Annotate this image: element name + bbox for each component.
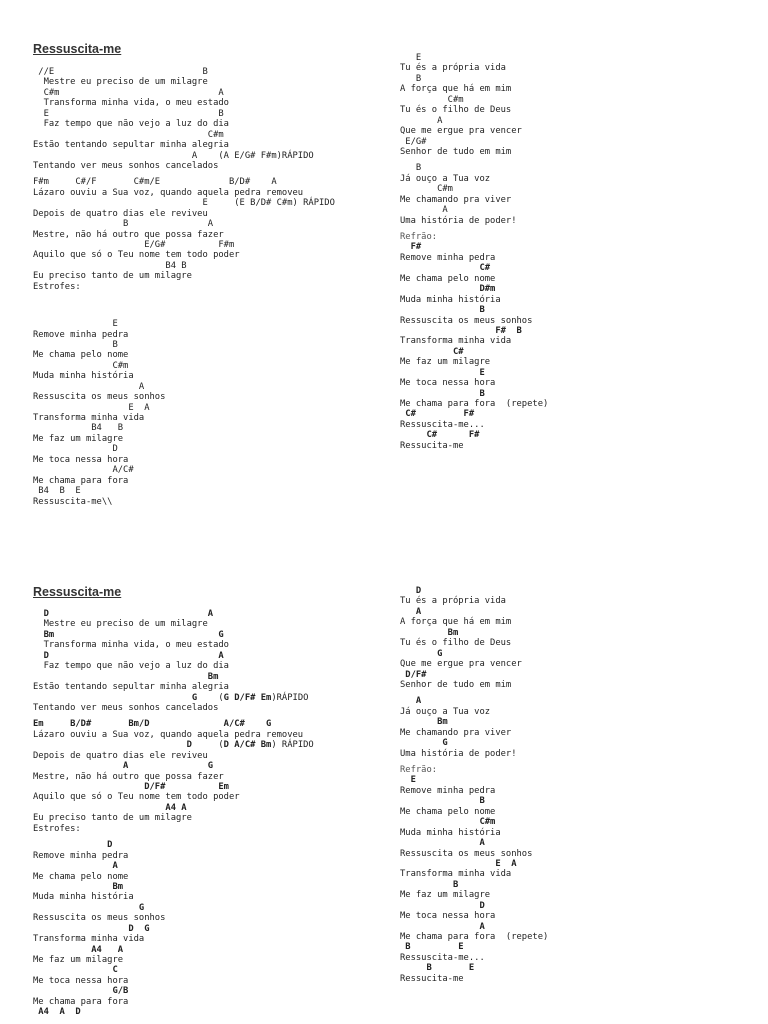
- sheet-2-right-column: [400, 586, 548, 984]
- lyric-line: Me faz um milagre: [400, 357, 491, 368]
- chord-line: C#: [400, 263, 491, 274]
- chord-line: Bm: [33, 881, 124, 892]
- lyric-line: Ressuscita os meus sonhos: [33, 392, 166, 403]
- chord-line: D: [400, 586, 422, 596]
- lyric-line: Ressuscita-me...: [400, 952, 485, 963]
- lyric-line: Me chama pelo nome: [33, 871, 129, 882]
- lyric-line: A força que há em mim: [400, 84, 512, 95]
- chord-line: B E: [400, 963, 475, 974]
- lyric-line: A força que há em mim: [400, 617, 512, 628]
- lyric-line: Uma história de poder!: [400, 748, 517, 759]
- chord-line: A: [400, 696, 422, 707]
- chord-line: E: [400, 775, 416, 786]
- lyric-line: C#m A: [33, 87, 224, 98]
- chord-line: F# B: [400, 325, 522, 336]
- chord-line: D A: [33, 650, 224, 661]
- lyric-line: Remove minha pedra: [33, 329, 129, 340]
- lyric-line: Transforma minha vida: [400, 869, 512, 880]
- lyric-line: B4 B: [33, 423, 124, 434]
- chord: D: [186, 740, 192, 751]
- lyric-line: Me toca nessa hora: [33, 454, 129, 465]
- chord-line: G/B: [33, 986, 129, 997]
- lyric-line: Me toca nessa hora: [400, 911, 496, 922]
- lyric-line: Ressuscita os meus sonhos: [400, 315, 533, 326]
- lyric-line: Me chama pelo nome: [400, 806, 496, 817]
- lyric-line: Lázaro ouviu a Sua voz, quando aquela pedra removeu: [33, 729, 304, 740]
- lyric-line: Transforma minha vida: [33, 934, 145, 945]
- lyric-line: Me toca nessa hora: [33, 975, 129, 986]
- chord-line: E A: [400, 858, 517, 869]
- lyric-line: Tu és o filho de Deus: [400, 105, 512, 116]
- lyric-line: B: [400, 73, 422, 84]
- chord-line: E: [400, 367, 485, 378]
- lyric-line: A: [33, 381, 145, 392]
- lyric-line: Transforma minha vida, o meu estado: [33, 640, 229, 651]
- lyric-line: Me chama para fora: [33, 996, 129, 1007]
- chord-line: A G: [33, 761, 214, 772]
- lyric-line: Muda minha história: [400, 294, 501, 305]
- chord-note: [33, 693, 192, 703]
- chord-line: A: [33, 861, 118, 872]
- lyric-line: B: [33, 339, 118, 350]
- lyric-line: E/G# F#m: [33, 240, 235, 250]
- chord-note: )RÁPIDO: [271, 692, 309, 703]
- lyric-line: Estrofes:: [33, 281, 81, 292]
- lyric-line: Ressucita-me: [400, 973, 464, 984]
- lyric-line: E: [33, 319, 118, 330]
- chord-line: Bm: [400, 717, 448, 728]
- chord-line: F#: [400, 242, 422, 253]
- lyric-line: Transforma minha vida, o meu estado: [33, 98, 229, 109]
- chord-note: ) RÁPIDO: [271, 740, 314, 751]
- lyric-line: Eu preciso tanto de um milagre: [33, 271, 192, 282]
- chord-line: A: [400, 838, 485, 849]
- lyric-line: Me chamando pra viver: [400, 727, 512, 738]
- chord-line: D#m: [400, 284, 496, 295]
- lyric-line: Uma história de poder!: [400, 215, 517, 226]
- lyric-line: C#m: [33, 360, 129, 371]
- lyric-line: Que me ergue pra vencer: [400, 126, 522, 137]
- chord-line: D G: [33, 923, 150, 934]
- lyric-line: Muda minha história: [400, 827, 501, 838]
- sheet-1-right-column: [400, 53, 548, 451]
- lyric-line: Me chama pelo nome: [400, 273, 496, 284]
- lyric-line: E/G#: [400, 136, 427, 147]
- chord-line: D A: [33, 609, 214, 619]
- lyric-line: Depois de quatro dias ele reviveu: [33, 208, 208, 219]
- lyric-line: [33, 292, 335, 302]
- lyric-line: Tu és a própria vida: [400, 63, 506, 74]
- lyric-line: Ressuscita-me\\: [33, 496, 113, 507]
- section-label: Refrão:: [400, 765, 438, 775]
- lyric-line: Remove minha pedra: [400, 785, 496, 796]
- chord-line: B: [400, 796, 485, 807]
- section-label: Refrão:: [400, 232, 438, 242]
- lyric-line: Aquilo que só o Teu nome tem todo poder: [33, 792, 240, 803]
- lyric-line: [33, 309, 335, 319]
- chord: G: [191, 692, 198, 703]
- lyric-line: E (E B/D# C#m) RÁPIDO: [33, 198, 335, 209]
- lyric-line: B A: [33, 219, 214, 230]
- lyric-line: E: [400, 53, 422, 63]
- lyric-line: Ressucita-me: [400, 440, 464, 451]
- lyric-line: Faz tempo que não vejo a luz do dia: [33, 661, 229, 672]
- lyric-line: //E B: [33, 67, 208, 77]
- lyric-line: C#m: [400, 94, 464, 105]
- chord-line: C#m: [400, 817, 496, 828]
- chord-line: Bm G: [33, 629, 224, 640]
- lyric-line: Me chama para fora (repete): [400, 399, 549, 409]
- lyric-line: Muda minha história: [33, 892, 134, 903]
- lyric-line: B: [400, 163, 422, 174]
- lyric-line: Eu preciso tanto de um milagre: [33, 813, 192, 824]
- lyric-line: D: [33, 444, 118, 455]
- chord-line: G: [33, 902, 145, 913]
- lyric-line: Tu és a própria vida: [400, 596, 506, 607]
- chord-line: C: [33, 965, 118, 976]
- song-title: Ressuscita-me: [33, 585, 122, 599]
- chord-line: A: [400, 921, 485, 932]
- chord-line: Em B/D# Bm/D A/C# G: [33, 719, 272, 730]
- lyric-line: Me faz um milagre: [33, 955, 124, 965]
- chord-note: (: [197, 692, 224, 703]
- lyric-line: Me faz um milagre: [33, 433, 124, 444]
- chord-line: A4 A: [33, 802, 187, 813]
- lyric-line: Me faz um milagre: [400, 890, 491, 901]
- chord: G D/F# Em: [223, 692, 272, 703]
- lyric-line: Mestre eu preciso de um milagre: [33, 77, 208, 88]
- lyric-line: A: [400, 115, 443, 126]
- lyric-line: A (A E/G# F#m)RÁPIDO: [33, 150, 314, 161]
- lyric-line: Me chama pelo nome: [33, 350, 129, 361]
- chord-line: B: [400, 388, 485, 399]
- lyric-line: F#m C#/F C#m/E B/D# A: [33, 177, 277, 188]
- lyric-line: Remove minha pedra: [33, 850, 129, 861]
- chord-line: G: [400, 648, 443, 659]
- chord-line: [33, 693, 314, 703]
- chord-line: C#: [400, 346, 464, 357]
- chord-line: C# F#: [400, 409, 475, 420]
- lyric-line: A: [400, 205, 448, 216]
- chord-line: A: [400, 606, 422, 617]
- chord-line: B E: [400, 942, 464, 953]
- lyric-line: Faz tempo que não vejo a luz do dia: [33, 119, 229, 130]
- sheet-2-left-column: [33, 609, 314, 1018]
- lyric-line: Mestre, não há outro que possa fazer: [33, 771, 224, 782]
- chord-line: B: [400, 879, 459, 890]
- sheet-1-left-column: [33, 67, 335, 507]
- chord-line: Bm: [33, 671, 219, 682]
- lyric-line: Me toca nessa hora: [400, 378, 496, 389]
- chord-line: D: [400, 900, 485, 911]
- lyric-line: E A: [33, 402, 150, 413]
- lyric-line: Me chama para fora (repete): [400, 932, 549, 942]
- lyric-line: Que me ergue pra vencer: [400, 659, 522, 670]
- lyric-line: Ressuscita os meus sonhos: [33, 913, 166, 924]
- lyric-line: Estão tentando sepultar minha alegria: [33, 682, 229, 693]
- lyric-line: Aquilo que só o Teu nome tem todo poder: [33, 250, 240, 261]
- lyric-line: Já ouço a Tua voz: [400, 706, 491, 717]
- chord-line: A4 A D: [33, 1007, 81, 1018]
- chord-line: G: [400, 738, 448, 749]
- lyric-line: Estrofes:: [33, 823, 81, 834]
- lyric-line: Já ouço a Tua voz: [400, 173, 491, 184]
- chord-line: Bm: [400, 627, 459, 638]
- chord-line: C# F#: [400, 430, 480, 441]
- lyric-line: Tentando ver meus sonhos cancelados: [33, 702, 219, 713]
- lyric-line: Tu és o filho de Deus: [400, 638, 512, 649]
- lyric-line: Senhor de tudo em mim: [400, 679, 512, 690]
- lyric-line: C#m: [400, 184, 453, 195]
- lyric-line: Mestre eu preciso de um milagre: [33, 619, 208, 630]
- chord-line: B: [400, 305, 485, 316]
- lyric-line: Senhor de tudo em mim: [400, 146, 512, 157]
- lyric-line: Mestre, não há outro que possa fazer: [33, 229, 224, 240]
- lyric-line: Remove minha pedra: [400, 252, 496, 263]
- chord-line: D: [33, 840, 113, 851]
- chord-line: A4 A: [33, 944, 124, 955]
- lyric-line: Estão tentando sepultar minha alegria: [33, 140, 229, 151]
- lyric-line: A/C#: [33, 465, 134, 476]
- lyric-line: Me chamando pra viver: [400, 194, 512, 205]
- lyric-line: Me chama para fora: [33, 475, 129, 486]
- chord-line: D/F#: [400, 669, 427, 680]
- lyric-line: Tentando ver meus sonhos cancelados: [33, 160, 219, 171]
- lyric-line: Muda minha história: [33, 371, 134, 382]
- chord-note: (: [191, 740, 224, 751]
- chord-line: [33, 740, 314, 750]
- lyric-line: Ressuscita-me...: [400, 419, 485, 430]
- lyric-line: E B: [33, 108, 224, 119]
- lyric-line: Lázaro ouviu a Sua voz, quando aquela pedra removeu: [33, 187, 304, 198]
- lyric-line: B4 B: [33, 260, 187, 271]
- lyric-line: Depois de quatro dias ele reviveu: [33, 750, 208, 761]
- lyric-line: Ressuscita os meus sonhos: [400, 848, 533, 859]
- song-title: Ressuscita-me: [33, 42, 122, 56]
- chord-line: D/F# Em: [33, 782, 229, 792]
- lyric-line: Transforma minha vida: [33, 413, 145, 423]
- lyric-line: C#m: [33, 129, 224, 140]
- chord-note: [33, 740, 187, 750]
- chord: D A/C# Bm: [223, 740, 272, 751]
- lyric-line: Transforma minha vida: [400, 336, 512, 347]
- lyric-line: B4 B E: [33, 486, 81, 497]
